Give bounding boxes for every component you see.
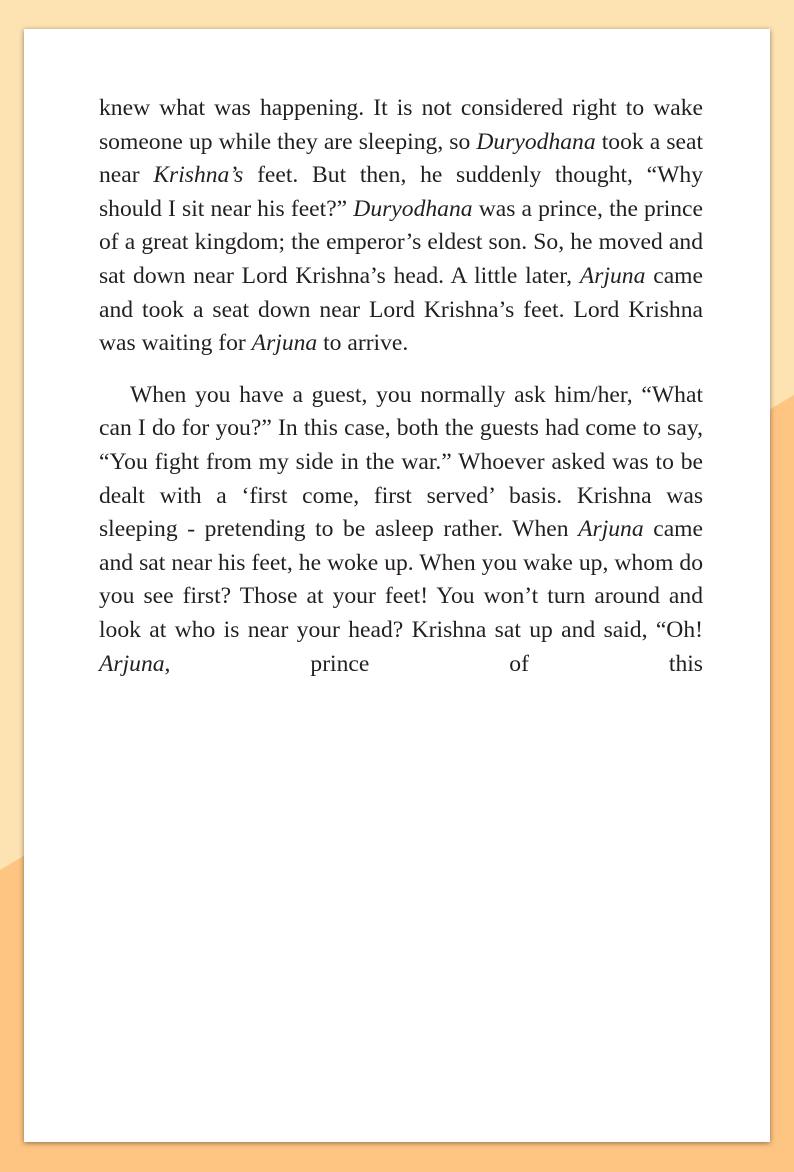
text-segment: was a prince, the prince of a great kingdom; the emperor’s eldest son. So, he moved and sat down near Lord Krishna’s head. A little later, [99, 195, 703, 289]
italic-name: Arjuna [251, 330, 318, 357]
text-segment: took a seat near [99, 128, 703, 189]
paragraph-2 [99, 379, 703, 681]
text-segment: came and took a seat down near Lord Krishna’s feet. Lord Krishna was waiting for [99, 262, 703, 357]
italic-name: Duryodhana [353, 195, 473, 222]
text-segment: , prince of this [164, 650, 703, 677]
page-body-text [99, 92, 703, 681]
italic-name: Arjuna [99, 650, 165, 677]
italic-name: Duryodhana [476, 128, 596, 155]
text-segment: to arrive. [317, 330, 409, 357]
text-segment: knew what was happening. It is not considered right to wake someone up while they are sleeping, so [99, 95, 703, 155]
italic-name: Arjuna [579, 262, 646, 289]
book-page [24, 29, 770, 1142]
text-segment: feet. But then, he suddenly thought, “Why should I sit near his feet?” [99, 162, 703, 222]
italic-name: Arjuna [578, 516, 644, 543]
paragraph-1 [99, 92, 703, 361]
italic-name: Krishna’s [153, 162, 244, 189]
text-segment: came and sat near his feet, he woke up. When you wake up, whom do you see first? Those at your feet! You won’t turn around and look at who is near your head? Krishna sat up and said, “Oh! [99, 516, 704, 643]
text-segment: When you have a guest, you normally ask him/her, “What can I do for you?” In this case, both the guests had come to say, “You fight from my side in the war.” Whoever asked was to be dealt with a ‘first come, first served’ basis. Krishna was sleeping - pretending to be asleep rather. When [99, 381, 703, 543]
